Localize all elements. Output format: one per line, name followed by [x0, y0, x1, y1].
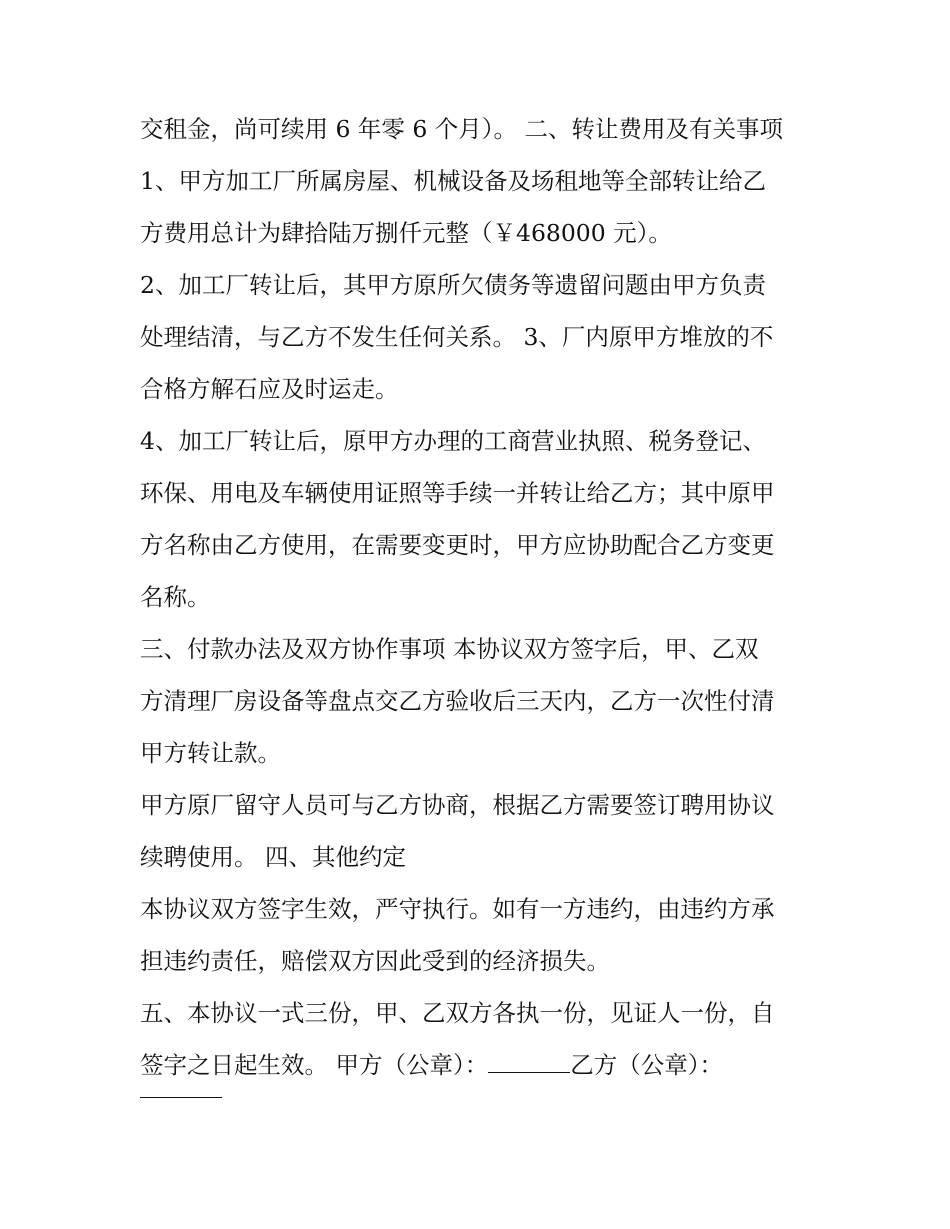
text-line: 三、付款办法及双方协作事项 本协议双方签字后，甲、乙双 — [140, 635, 759, 663]
signature-prefix-text: 签字之日起生效。 甲方（公章）： — [140, 1051, 489, 1079]
text-line: 甲方原厂留守人员可与乙方协商，根据乙方需要签订聘用协议 — [140, 791, 775, 819]
party-b-signature-blank — [140, 1097, 222, 1098]
party-a-signature-blank — [488, 1052, 570, 1073]
text-line: 2、加工厂转让后，其甲方原所欠债务等遗留问题由甲方负责 — [140, 271, 766, 299]
text-line: 甲方转让款。 — [140, 739, 281, 767]
party-b-label: 乙方（公章）： — [570, 1051, 723, 1079]
text-line: 方费用总计为肆拾陆万捌仟元整（￥468000 元）。 — [140, 219, 672, 247]
text-line: 续聘使用。 四、其他约定 — [140, 843, 406, 871]
text-line: 交租金，尚可续用 6 年零 6 个月）。 二、转让费用及有关事项 — [140, 115, 784, 143]
text-line: 方清理厂房设备等盘点交乙方验收后三天内，乙方一次性付清 — [140, 687, 775, 715]
text-line: 名称。 — [140, 583, 211, 611]
text-line: 处理结清，与乙方不发生任何关系。 3、厂内原甲方堆放的不 — [140, 323, 774, 351]
text-line: 4、加工厂转让后，原甲方办理的工商营业执照、税务登记、 — [140, 427, 766, 455]
text-line: 方名称由乙方使用，在需要变更时，甲方应协助配合乙方变更 — [140, 531, 775, 559]
text-line: 合格方解石应及时运走。 — [140, 375, 399, 403]
text-line: 五、本协议一式三份，甲、乙双方各执一份，见证人一份，自 — [140, 999, 775, 1027]
text-line: 1、甲方加工厂所属房屋、机械设备及场租地等全部转让给乙 — [140, 167, 766, 195]
text-line: 环保、用电及车辆使用证照等手续一并转让给乙方；其中原甲 — [140, 479, 775, 507]
signature-line — [140, 1048, 820, 1082]
text-line: 本协议双方签字生效，严守执行。如有一方违约，由违约方承 — [140, 895, 775, 923]
text-line: 担违约责任，赔偿双方因此受到的经济损失。 — [140, 947, 610, 975]
